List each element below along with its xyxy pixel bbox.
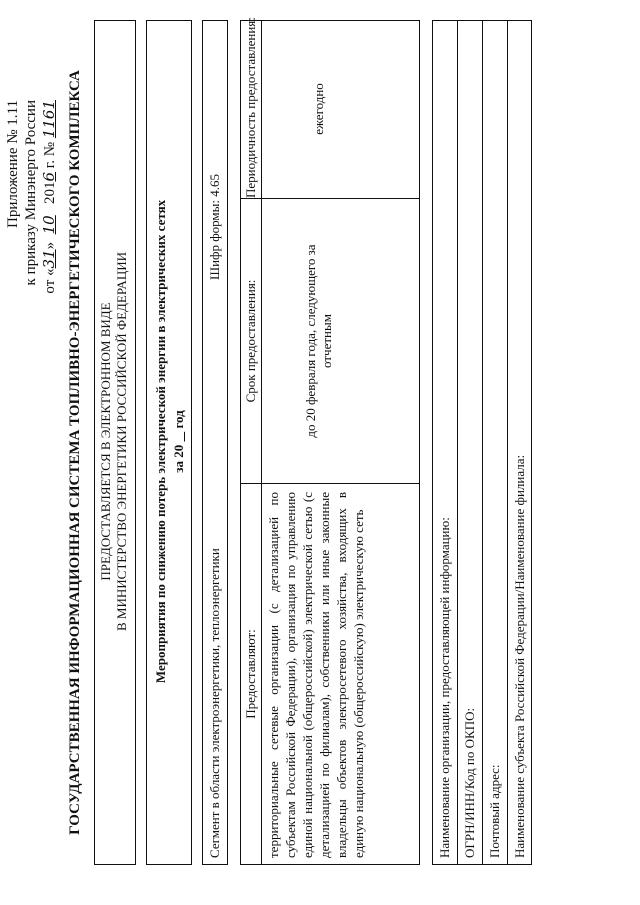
submission-line-1: ПРЕДОСТАВЛЯЕТСЯ В ЭЛЕКТРОННОМ ВИДЕ: [98, 302, 113, 581]
table-col-divider-2: [241, 198, 419, 199]
segment-label: Сегмент в области электроэнергетики, теплоэнергетики: [207, 548, 222, 858]
header-submitters: Предоставляют:: [243, 629, 258, 719]
form-period: [171, 19, 187, 864]
appendix-number: Приложение № 1.11: [5, 100, 21, 229]
form-code: Шифр формы: 4.65: [207, 174, 222, 281]
period-suffix: год: [171, 410, 186, 429]
date-tail: г. №: [42, 141, 58, 169]
date-number: 1161: [40, 100, 58, 139]
org-divider-1: [457, 21, 458, 864]
org-divider-3: [507, 21, 508, 864]
postal-address-label: Почтовый адрес:: [487, 764, 502, 858]
ogrn-inn-okpo-label: ОГРН/ИНН/Код по ОКПО:: [462, 707, 477, 858]
date-mid: »: [42, 241, 58, 250]
form-title-box: [146, 20, 192, 865]
date-year-suffix: 6: [40, 171, 58, 182]
date-year-prefix: 201: [42, 181, 58, 205]
form-title: Мероприятия по снижению потерь электрической энергии в электрических сетях: [153, 199, 168, 684]
org-fields-box: [432, 20, 532, 865]
submission-box: [94, 20, 136, 865]
appendix-order: к приказу Минэнерго России: [23, 100, 39, 286]
periodicity-text: ежегодно: [311, 83, 326, 135]
date-day: 31: [40, 249, 58, 269]
date-prefix: от «: [42, 268, 58, 294]
header-periodicity: Периодичность предоставления:: [243, 17, 258, 198]
table-header-divider: [261, 21, 262, 864]
info-table: [240, 17, 420, 865]
appendix-date: [40, 100, 59, 345]
segment-box: [202, 20, 228, 865]
region-branch-label: Наименование субъекта Российской Федерации/Наименование филиала:: [512, 454, 527, 858]
date-month: 10: [40, 215, 58, 235]
submitters-text: территориальные сетевые организации (с детализацией по субъектам Российской Федерации), организация по управлению единой национальной (общероссийской) электрической сетью (с детализацией по филиалам), собственники или иные законные владельцы объектов электросетевого хозяйства, входящих в единую национальную (общероссийскую) электрическую сеть: [266, 492, 366, 858]
org-name-label: Наименование организации, предоставляющей информацию:: [437, 517, 452, 858]
table-col-divider-1: [241, 483, 419, 484]
org-divider-2: [482, 21, 483, 864]
system-title: ГОСУДАРСТВЕННАЯ ИНФОРМАЦИОННАЯ СИСТЕМА ТОПЛИВНО-ЭНЕРГЕТИЧЕСКОГО КОМПЛЕКСА: [67, 70, 83, 835]
submission-line-2: В МИНИСТЕРСТВО ЭНЕРГЕТИКИ РОССИЙСКОЙ ФЕДЕРАЦИИ: [114, 252, 129, 631]
deadline-text: до 20 февраля года, следующего за отчетным: [303, 244, 334, 438]
header-deadline: Срок предоставления:: [243, 279, 258, 403]
period-prefix: за 20: [171, 444, 186, 473]
